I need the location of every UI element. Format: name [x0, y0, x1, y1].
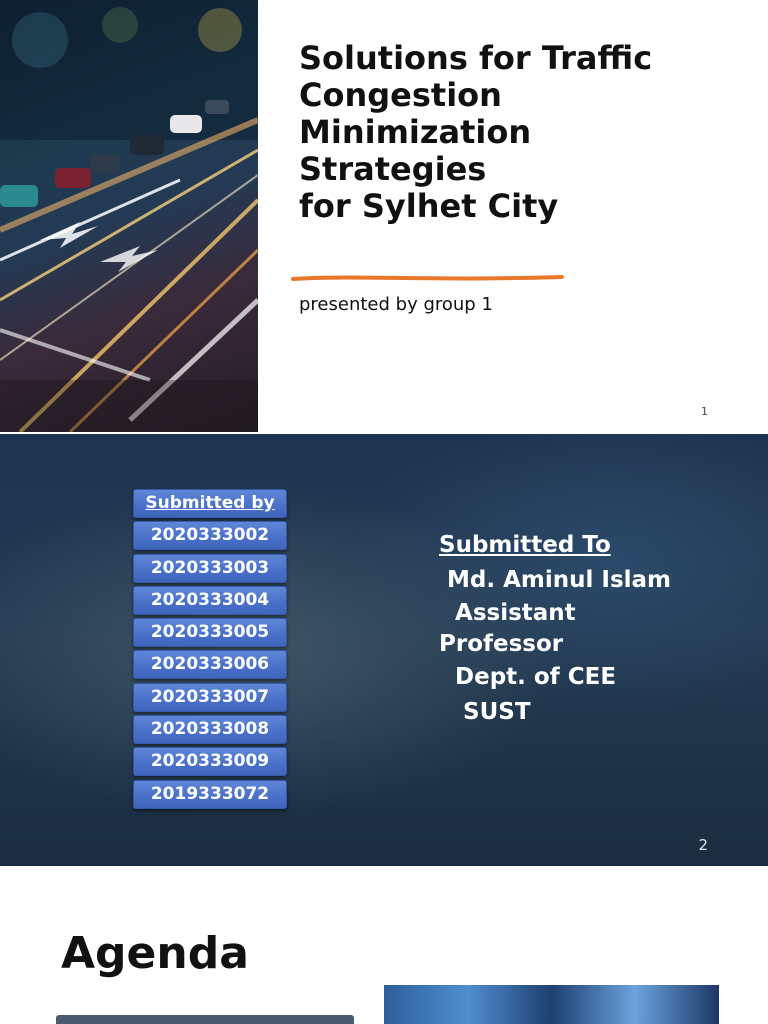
agenda-photo: [384, 985, 719, 1024]
agenda-item-bar: [56, 1015, 354, 1024]
supervisor-department: Dept. of CEE: [439, 664, 617, 690]
presenter-subtitle: presented by group 1: [299, 294, 493, 315]
submitted-to-heading: Submitted To: [439, 532, 611, 558]
submitted-to-block: [439, 528, 739, 730]
traffic-photo-art: [0, 0, 258, 432]
supervisor-institution: SUST: [439, 699, 531, 725]
traffic-photo: [0, 0, 258, 432]
submission-slide: [0, 434, 768, 866]
student-id-box: 2020333006: [133, 650, 287, 679]
student-id-box: 2020333009: [133, 747, 287, 776]
slide-number: 2: [698, 836, 708, 854]
submitted-by-list: [133, 489, 287, 812]
student-id-box: 2020333008: [133, 715, 287, 744]
submitted-by-header: Submitted by: [133, 489, 287, 518]
title-underline: [290, 271, 565, 285]
student-id-box: 2020333002: [133, 521, 287, 550]
student-id-box: 2019333072: [133, 780, 287, 809]
agenda-slide: [0, 866, 768, 1024]
presentation-title: Solutions for Traffic Congestion Minimization Strategies for Sylhet City: [299, 39, 653, 225]
student-id-box: 2020333003: [133, 554, 287, 583]
student-id-box: 2020333005: [133, 618, 287, 647]
slide-number: 1: [701, 405, 708, 418]
agenda-title: Agenda: [61, 928, 249, 979]
student-id-box: 2020333007: [133, 683, 287, 712]
supervisor-designation: Assistant Professor: [439, 600, 576, 657]
student-id-box: 2020333004: [133, 586, 287, 615]
supervisor-name: Md. Aminul Islam: [439, 567, 672, 593]
title-slide: [0, 0, 768, 432]
